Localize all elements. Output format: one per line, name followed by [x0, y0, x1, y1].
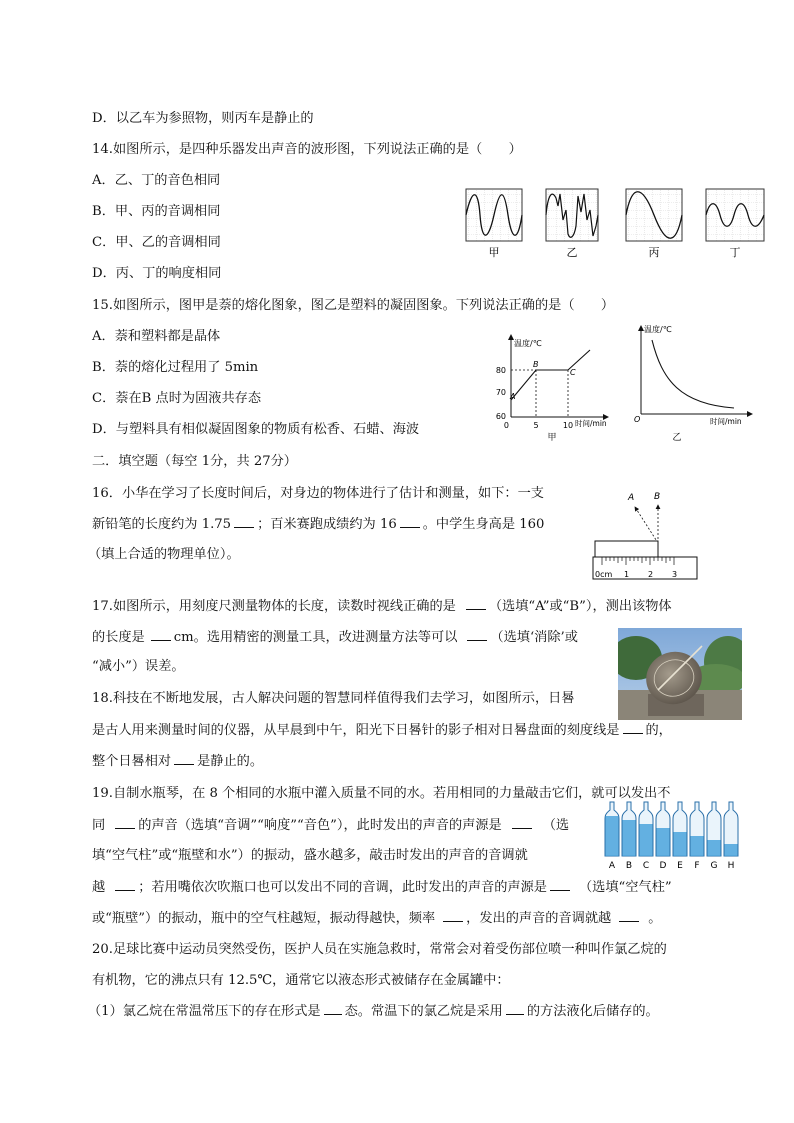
ruler-figure	[590, 487, 705, 585]
answer-blank[interactable]	[115, 816, 135, 829]
q19-line2: 同 的声音（选填“音调”“响度”“音色”），此时发出的声音的声源是 （选	[92, 818, 570, 833]
graph-caption: 甲	[547, 433, 557, 443]
answer-blank[interactable]	[443, 909, 463, 922]
water-bottle	[622, 802, 636, 856]
x-tick: 5	[533, 421, 539, 430]
x-axis-label: 时间/min	[575, 419, 607, 428]
q13-option-d: D．以乙车为参照物，则丙车是静止的	[92, 111, 314, 126]
q16-line2: 新铅笔的长度约为 1.75 ；百米赛跑成绩约为 16 。中学生身高是 160	[92, 517, 545, 532]
q17-line2: 的长度是 cm。选用精密的测量工具，改进测量方法等可以 （选填‘消除’或	[92, 630, 578, 645]
bottle-label: G	[710, 861, 718, 871]
q14-option-a: A．乙、丁的音色相同	[92, 173, 221, 188]
q18-line2: 是古人用来测量时间的仪器，从早晨到中午，阳光下日晷针的影子相对日晷盘面的刻度线是 的，	[92, 723, 672, 738]
bottle-label: H	[727, 861, 735, 871]
y-tick: 80	[495, 366, 506, 375]
q19-line1: 19.自制水瓶琴，在 8 个相同的水瓶中灌入质量不同的水。若用相同的力量敲击它们，就可以发出不	[92, 786, 671, 801]
waveform-jia	[466, 189, 522, 241]
y-tick: 60	[495, 412, 506, 421]
q19-line4: 越 ；若用嘴依次吹瓶口也可以发出不同的音调，此时发出的声音的声源是 （选填“空气柱”	[92, 880, 672, 895]
water-bottle	[656, 802, 670, 856]
graph-caption: 乙	[672, 433, 682, 443]
waveform-bing	[626, 189, 682, 241]
sight-line-a	[635, 507, 658, 543]
x-tick: 10	[562, 421, 574, 430]
q20-line2: 有机物，它的沸点只有 12.5℃，通常它以液态形式被储存在金属罐中：	[92, 973, 510, 988]
point-label: B	[533, 360, 539, 369]
bottle-label: B	[625, 861, 633, 871]
y-axis-label: 温度/℃	[644, 325, 672, 334]
q16-line1: 16．小华在学习了长度时间后，对身边的物体进行了估计和测量，如下：一支	[92, 486, 544, 501]
q15-option-a: A．萘和塑料都是晶体	[92, 329, 221, 344]
waveform-label: 丁	[729, 246, 741, 259]
waveform-label: 丙	[648, 246, 660, 259]
answer-blank[interactable]	[623, 721, 643, 734]
water-bottles-figure	[600, 800, 745, 872]
graph-yi	[628, 320, 758, 445]
answer-blank[interactable]	[467, 628, 487, 641]
bottle-label: F	[694, 861, 700, 871]
q17-line1: 17.如图所示，用刻度尺测量物体的长度，读数时视线正确的是 （选填“A”或“B”），测出该物体	[92, 599, 672, 614]
water-bottle	[707, 802, 721, 856]
x-axis-label: 时间/min	[710, 417, 742, 426]
waveform-ding	[706, 189, 764, 241]
y-tick: 70	[495, 388, 506, 397]
answer-blank[interactable]	[174, 752, 194, 765]
q16-line3: （填上合适的物理单位）。	[88, 547, 240, 562]
q18-line1: 18.科技在不断地发展，古人解决问题的智慧同样值得我们去学习，如图所示，日晷	[92, 691, 575, 706]
view-label: A	[628, 493, 635, 503]
waveform-label: 甲	[488, 246, 500, 259]
q14-stem: 14.如图所示，是四种乐器发出声音的波形图，下列说法正确的是（ ）	[92, 142, 522, 157]
water-bottle	[605, 802, 619, 856]
answer-blank[interactable]	[234, 515, 254, 528]
view-label: B	[654, 492, 661, 502]
answer-blank[interactable]	[619, 909, 639, 922]
section-title: 二．填空题（每空 1分，共 27分）	[92, 454, 297, 469]
waveform-label: 乙	[566, 246, 578, 259]
y-axis-label: 温度/℃	[514, 339, 542, 348]
melting-curve	[511, 350, 590, 400]
answer-blank[interactable]	[550, 878, 570, 891]
q19-line3: 填“空气柱”或“瓶壁和水”）的振动，盛水越多，敲击时发出的声音的音调就	[92, 848, 528, 863]
bottle-label: A	[608, 861, 616, 871]
q15-option-b: B．萘的熔化过程用了 5min	[92, 360, 259, 375]
origin-label: O	[634, 415, 641, 424]
q18-line3: 整个日晷相对 是静止的。	[92, 754, 264, 769]
q20-line3: （1）氯乙烷在常温常压下的存在形式是 态。常温下的氯乙烷是采用 的方法液化后储存的。	[88, 1004, 659, 1019]
water-bottle	[690, 802, 704, 856]
q14-option-d: D．丙、丁的响度相同	[92, 266, 222, 281]
bottle-label: E	[677, 861, 683, 871]
water-bottle	[673, 802, 687, 856]
q15-stem: 15.如图所示，图甲是萘的熔化图象，图乙是塑料的凝固图象。下列说法正确的是（ ）	[92, 298, 615, 313]
point-label: A	[510, 392, 516, 401]
q15-option-d: D．与塑料具有相似凝固图象的物质有松香、石蜡、海波	[92, 422, 420, 437]
answer-blank[interactable]	[506, 1002, 524, 1015]
ruler-tick-label: 0cm	[595, 570, 613, 579]
ruler-tick-label: 2	[648, 570, 654, 579]
q20-line1: 20.足球比赛中运动员突然受伤，医护人员在实施急救时，常常会对着受伤部位喷一种叫作氯乙烷的	[92, 942, 667, 957]
bottle-label: D	[659, 861, 667, 871]
answer-blank[interactable]	[466, 597, 486, 610]
answer-blank[interactable]	[115, 878, 135, 891]
point-label: C	[570, 368, 576, 377]
measured-object	[595, 541, 658, 557]
ruler-tick-label: 3	[672, 570, 678, 579]
water-bottle	[639, 802, 653, 856]
ruler-tick-label: 1	[624, 570, 630, 579]
graph-jia	[480, 325, 620, 445]
x-tick: 0	[503, 421, 509, 430]
q14-option-b: B．甲、丙的音调相同	[92, 204, 221, 219]
q17-line3: “减小”）误差。	[92, 659, 185, 674]
answer-blank[interactable]	[324, 1002, 342, 1015]
q15-option-c: C．萘在B 点时为固液共存态	[92, 391, 262, 406]
answer-blank[interactable]	[512, 816, 532, 829]
solidification-curve	[652, 340, 734, 408]
sundial-photo	[618, 628, 742, 720]
answer-blank[interactable]	[400, 515, 420, 528]
q14-option-c: C．甲、乙的音调相同	[92, 235, 221, 250]
waveform-yi	[546, 189, 598, 241]
bottle-label: C	[642, 861, 650, 871]
answer-blank[interactable]	[151, 628, 171, 641]
q19-line5: 或“瓶壁”）的振动，瓶中的空气柱越短，振动得越快，频率 ，发出的声音的音调就越 。	[92, 911, 662, 926]
water-bottle	[724, 802, 738, 856]
waveform-figure	[460, 186, 780, 266]
